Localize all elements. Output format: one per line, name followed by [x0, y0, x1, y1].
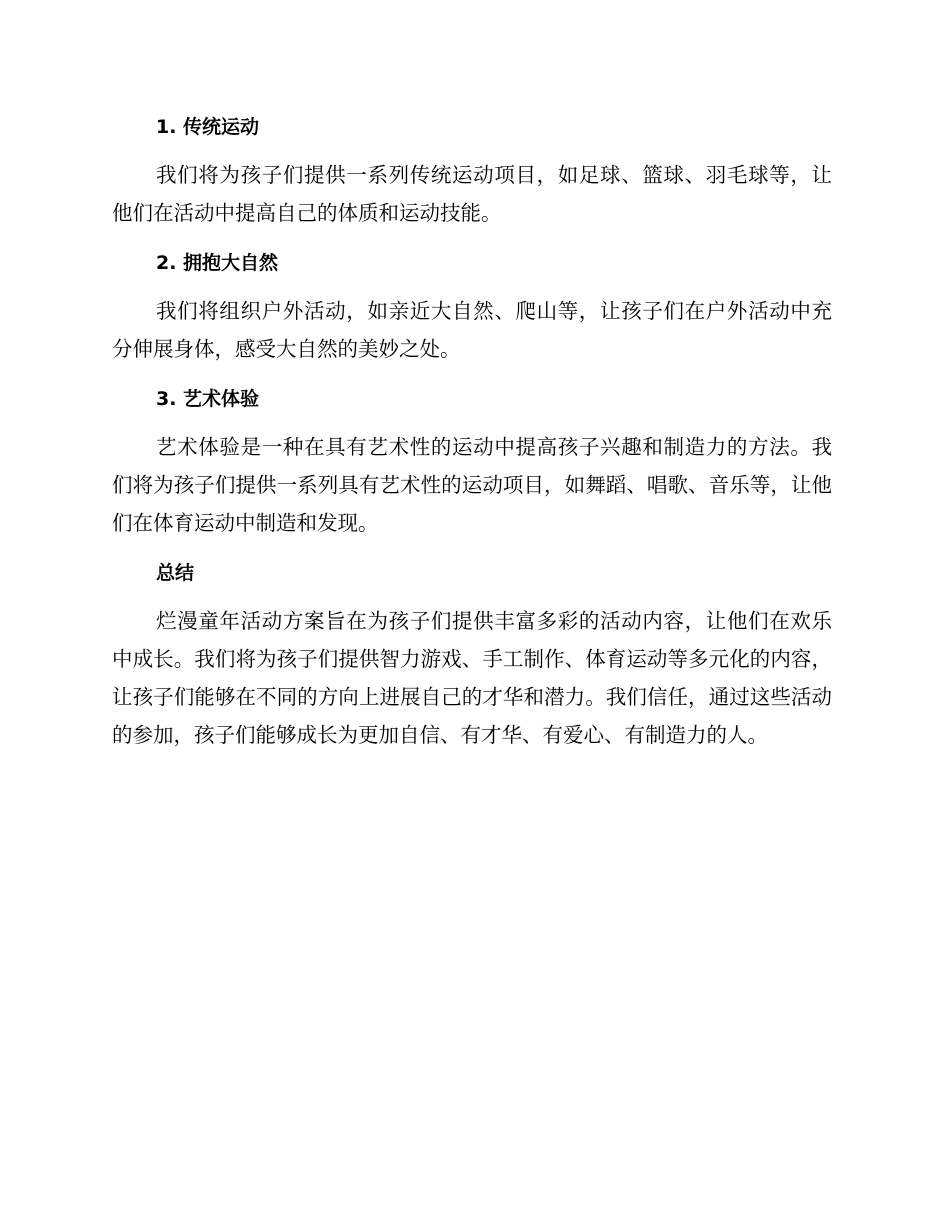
section-heading-embrace-nature: 2. 拥抱大自然 — [156, 252, 279, 274]
section-paragraph-summary: 烂漫童年活动方案旨在为孩子们提供丰富多彩的活动内容，让他们在欢乐中成长。我们将为孩子们提供智力游戏、手工制作、体育运动等多元化的内容，让孩子们能够在不同的方向上进展自己的才华和潜力。我们信任，通过这些活动的参加，孩子们能够成长为更加自信、有才华、有爱心、有制造力的人。 — [112, 609, 832, 747]
section-heading-summary: 总结 — [156, 562, 195, 584]
section-heading-traditional-sports: 1. 传统运动 — [156, 116, 260, 138]
section-paragraph-art-experience: 艺术体验是一种在具有艺术性的运动中提高孩子兴趣和制造力的方法。我们将为孩子们提供一系列具有艺术性的运动项目，如舞蹈、唱歌、音乐等，让他们在体育运动中制造和发现。 — [112, 435, 832, 535]
document-body — [112, 108, 832, 766]
section-heading-art-experience: 3. 艺术体验 — [156, 388, 260, 410]
section-paragraph-embrace-nature: 我们将组织户外活动，如亲近大自然、爬山等，让孩子们在户外活动中充分伸展身体，感受大自然的美妙之处。 — [112, 299, 832, 361]
section-paragraph-traditional-sports: 我们将为孩子们提供一系列传统运动项目，如足球、篮球、羽毛球等，让他们在活动中提高自己的体质和运动技能。 — [112, 163, 832, 225]
